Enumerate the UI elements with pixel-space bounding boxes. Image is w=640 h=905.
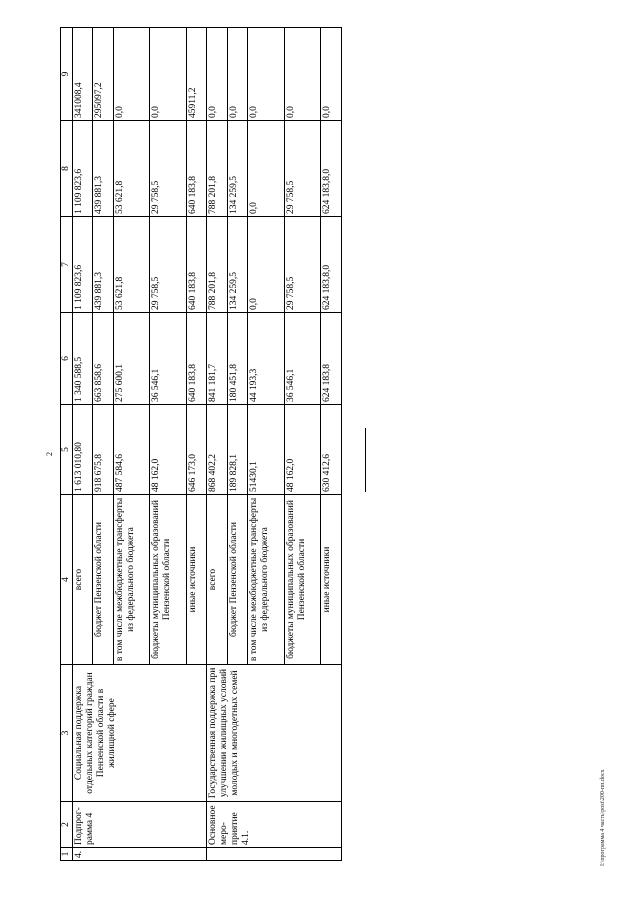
file-path-footer: I:\программа 4 часть\post\200-пп.docx xyxy=(600,769,606,866)
value-cell: 29 758,5 xyxy=(284,121,321,217)
value-cell: 868 402,2 xyxy=(207,405,227,495)
value-cell: 45911,2 xyxy=(186,28,206,121)
value-cell: 29 758,5 xyxy=(284,217,321,313)
funding-source: в том числе межбюджетные трансферты из федерального бюджета xyxy=(248,495,285,665)
row-number xyxy=(207,848,342,861)
value-cell: 0,0 xyxy=(248,217,285,313)
value-cell: 36 546,1 xyxy=(150,313,187,405)
value-cell: 44 193,3 xyxy=(248,313,285,405)
funding-source: бюджет Пензенской области xyxy=(227,495,247,665)
value-cell: 788 201,8 xyxy=(207,121,227,217)
value-cell: 0,0 xyxy=(207,28,227,121)
budget-table xyxy=(60,27,342,861)
value-cell: 640 183,8 xyxy=(186,217,206,313)
value-cell: 1 109 823,6 xyxy=(72,121,92,217)
value-cell: 29 758,5 xyxy=(150,121,187,217)
page-number: 2 xyxy=(45,452,54,456)
value-cell: 439 881,3 xyxy=(93,121,113,217)
value-cell: 53 621,8 xyxy=(113,217,150,313)
value-cell: 646 173,0 xyxy=(186,405,206,495)
program-code: Основное меро-приятие 4.1. xyxy=(207,802,342,848)
value-cell: 134 259,5 xyxy=(227,217,247,313)
value-cell: 1 613 010,80 xyxy=(72,405,92,495)
value-cell: 1 340 588,5 xyxy=(72,313,92,405)
funding-source: иные источники xyxy=(321,495,342,665)
header-cell: 4 xyxy=(61,495,73,665)
value-cell: 439 881,3 xyxy=(93,217,113,313)
value-cell: 0,0 xyxy=(248,28,285,121)
value-cell: 189 828,1 xyxy=(227,405,247,495)
value-cell: 0,0 xyxy=(150,28,187,121)
value-cell: 0,0 xyxy=(227,28,247,121)
header-cell: 5 xyxy=(61,405,73,495)
rotated-table-wrapper xyxy=(60,28,342,861)
value-cell: 841 181,7 xyxy=(207,313,227,405)
funding-source: всего xyxy=(72,495,92,665)
header-cell: 9 xyxy=(61,28,73,121)
header-cell: 2 xyxy=(61,802,73,848)
value-cell: 624 183,8,0 xyxy=(321,217,342,313)
value-cell: 487 584,6 xyxy=(113,405,150,495)
value-cell: 341008,4 xyxy=(72,28,92,121)
table-row xyxy=(72,28,92,861)
row-number: 4. xyxy=(72,848,207,861)
header-cell: 8 xyxy=(61,121,73,217)
divider-line xyxy=(365,428,366,492)
value-cell: 640 183,8 xyxy=(186,121,206,217)
funding-source: бюджеты муниципальных образований Пензенской области xyxy=(284,495,321,665)
value-cell: 275 600,1 xyxy=(113,313,150,405)
value-cell: 0,0 xyxy=(284,28,321,121)
funding-source: всего xyxy=(207,495,227,665)
value-cell: 180 451,8 xyxy=(227,313,247,405)
value-cell: 29 758,5 xyxy=(150,217,187,313)
value-cell: 0,0 xyxy=(113,28,150,121)
value-cell: 918 675,8 xyxy=(93,405,113,495)
program-name: Социальная поддержка отдельных категорий граждан Пензенской области в жилищной сфере xyxy=(72,665,207,802)
value-cell: 295097,2 xyxy=(93,28,113,121)
value-cell: 640 183,8 xyxy=(186,313,206,405)
header-row xyxy=(61,28,73,861)
value-cell: 48 162,0 xyxy=(150,405,187,495)
value-cell: 0,0 xyxy=(248,121,285,217)
program-code: Подпрог-рамма 4 xyxy=(72,802,207,848)
funding-source: иные источники xyxy=(186,495,206,665)
header-cell: 3 xyxy=(61,665,73,802)
header-cell: 7 xyxy=(61,217,73,313)
program-name: Государственная поддержка при улучшении жилищных условий молодых и многодетных семей xyxy=(207,665,342,802)
header-cell: 1 xyxy=(61,848,73,861)
value-cell: 788 201,8 xyxy=(207,217,227,313)
value-cell: 1 109 823,6 xyxy=(72,217,92,313)
header-cell: 6 xyxy=(61,313,73,405)
value-cell: 624 183,8 xyxy=(321,313,342,405)
value-cell: 36 546,1 xyxy=(284,313,321,405)
value-cell: 624 183,8,0 xyxy=(321,121,342,217)
value-cell: 53 621,8 xyxy=(113,121,150,217)
table-row xyxy=(207,28,227,861)
funding-source: бюджеты муниципальных образований Пензенской области xyxy=(150,495,187,665)
funding-source: в том числе межбюджетные трансферты из федерального бюджета xyxy=(113,495,150,665)
value-cell: 51430,1 xyxy=(248,405,285,495)
funding-source: бюджет Пензенской области xyxy=(93,495,113,665)
value-cell: 630 412,6 xyxy=(321,405,342,495)
value-cell: 134 259,5 xyxy=(227,121,247,217)
value-cell: 663 858,6 xyxy=(93,313,113,405)
value-cell: 0,0 xyxy=(321,28,342,121)
value-cell: 48 162,0 xyxy=(284,405,321,495)
